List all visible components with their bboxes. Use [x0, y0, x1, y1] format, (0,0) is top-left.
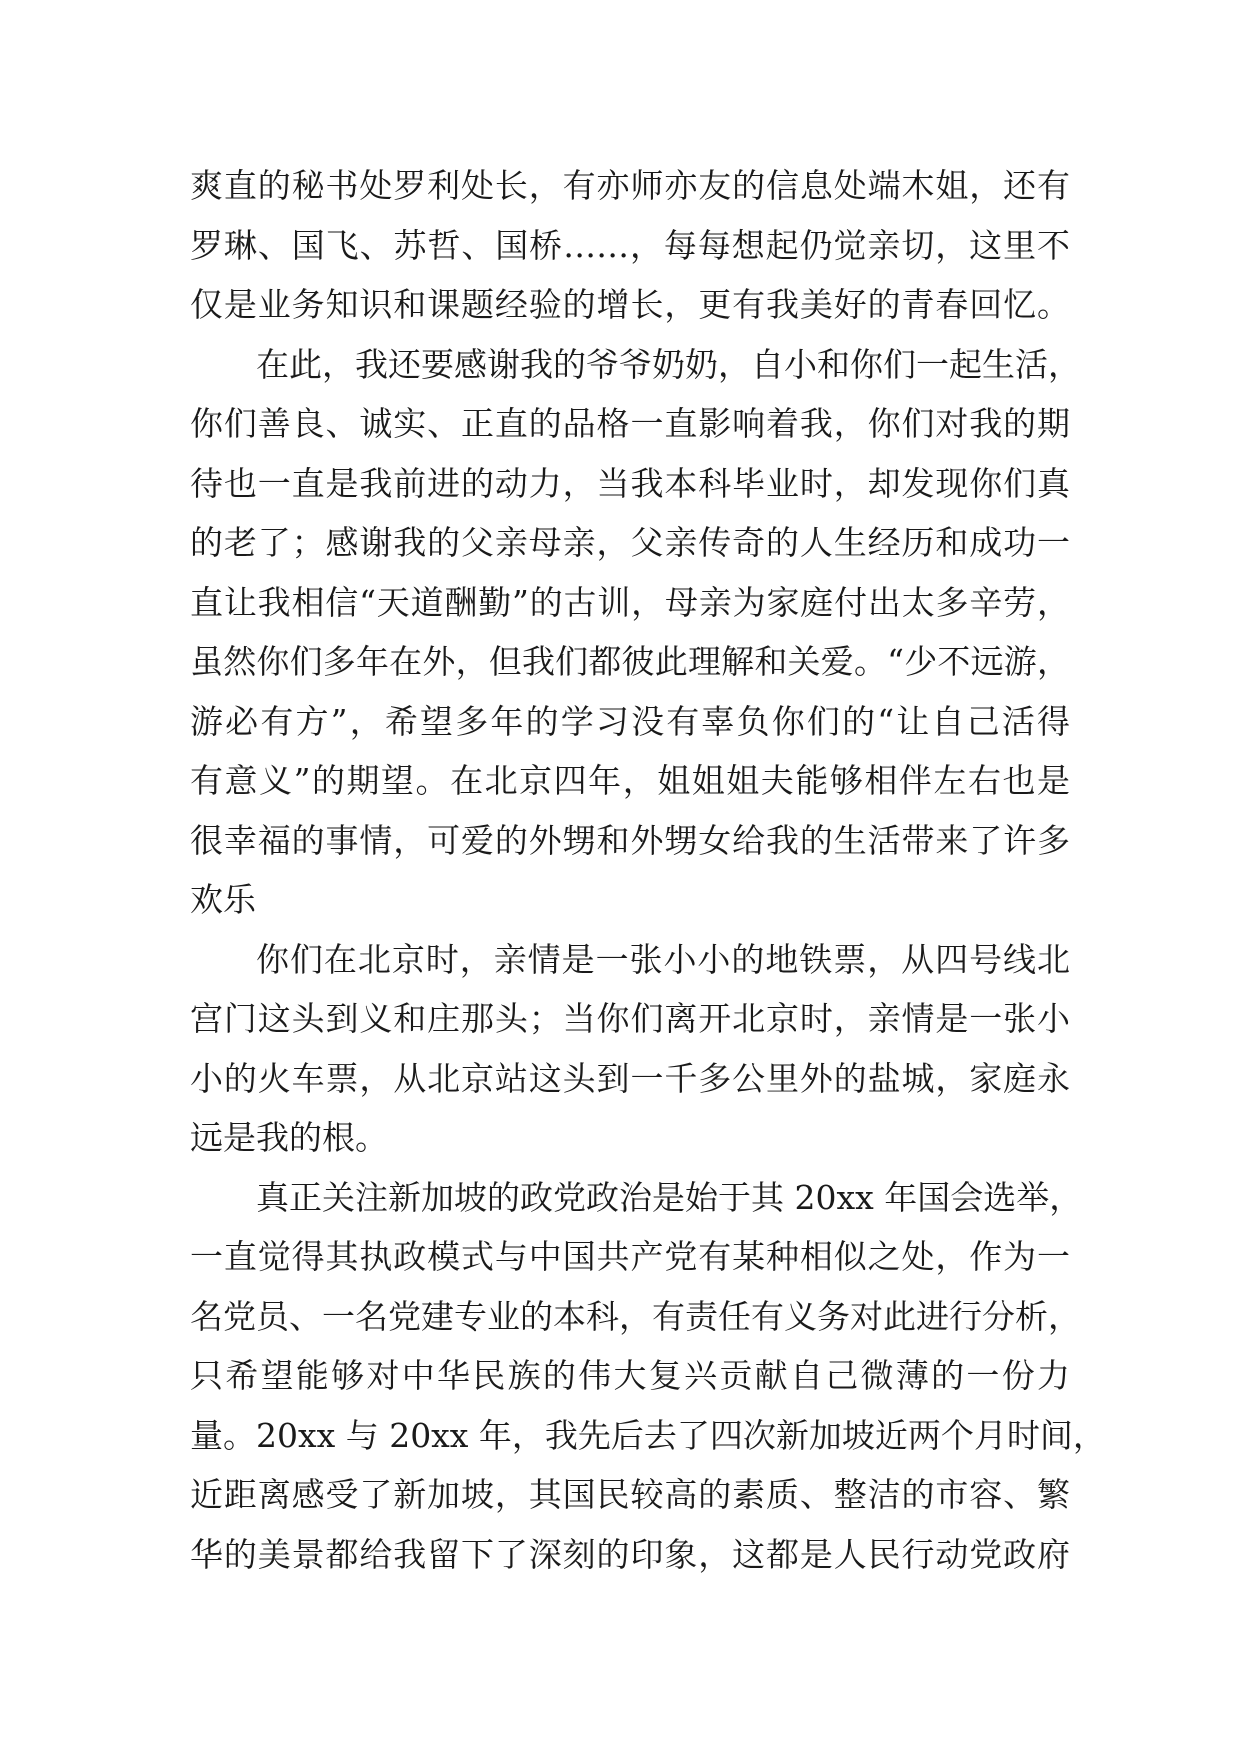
text-line: 一直觉得其执政模式与中国共产党有某种相似之处，作为一: [190, 1237, 1070, 1276]
text-line: 游必有方”，希望多年的学习没有辜负你们的“让自己活得: [190, 701, 1070, 741]
text-line: 虽然你们多年在外，但我们都彼此理解和关爱。“少不远游，: [190, 642, 1070, 681]
text-line: 宫门这头到义和庄那头；当你们离开北京时，亲情是一张小: [190, 999, 1070, 1038]
text-line: 的老了；感谢我的父亲母亲，父亲传奇的人生经历和成功一: [190, 523, 1070, 562]
text-line: 远是我的根。: [190, 1118, 388, 1157]
text-line: 很幸福的事情，可爱的外甥和外甥女给我的生活带来了许多: [190, 820, 1070, 860]
text-line: 爽直的秘书处罗利处长，有亦师亦友的信息处端木姐，还有: [190, 166, 1070, 205]
document-body: [190, 156, 1106, 1584]
text-line: 你们善良、诚实、正直的品格一直影响着我，你们对我的期: [190, 404, 1070, 443]
text-line: 待也一直是我前进的动力，当我本科毕业时，却发现你们真: [190, 463, 1070, 503]
text-line: 欢乐: [190, 880, 256, 919]
text-line: 仅是业务知识和课题经验的增长，更有我美好的青春回忆。: [190, 285, 1070, 324]
text-line: 直让我相信“天道酬勤”的古训，母亲为家庭付出太多辛劳，: [190, 582, 1070, 622]
text-line: 在此，我还要感谢我的爷爷奶奶，自小和你们一起生活，: [256, 344, 1081, 384]
text-line: 有意义”的期望。在北京四年，姐姐姐夫能够相伴左右也是: [190, 761, 1070, 800]
text-line: 量。20xx 与 20xx 年，我先后去了四次新加坡近两个月时间，: [190, 1415, 1106, 1455]
text-line: 华的美景都给我留下了深刻的印象，这都是人民行动党政府: [190, 1534, 1070, 1574]
text-line: 近距离感受了新加坡，其国民较高的素质、整洁的市容、繁: [190, 1475, 1070, 1514]
text-line: 你们在北京时，亲情是一张小小的地铁票，从四号线北: [256, 939, 1070, 979]
text-line: 罗琳、国飞、苏哲、国桥……，每每想起仍觉亲切，这里不: [190, 225, 1070, 265]
text-line: 小的火车票，从北京站这头到一千多公里外的盐城，家庭永: [190, 1058, 1070, 1098]
text-line: 真正关注新加坡的政党政治是始于其 20xx 年国会选举，: [256, 1177, 1083, 1217]
text-line: 只希望能够对中华民族的伟大复兴贡献自己微薄的一份力: [190, 1356, 1070, 1395]
text-line: 名党员、一名党建专业的本科，有责任有义务对此进行分析，: [190, 1296, 1081, 1336]
